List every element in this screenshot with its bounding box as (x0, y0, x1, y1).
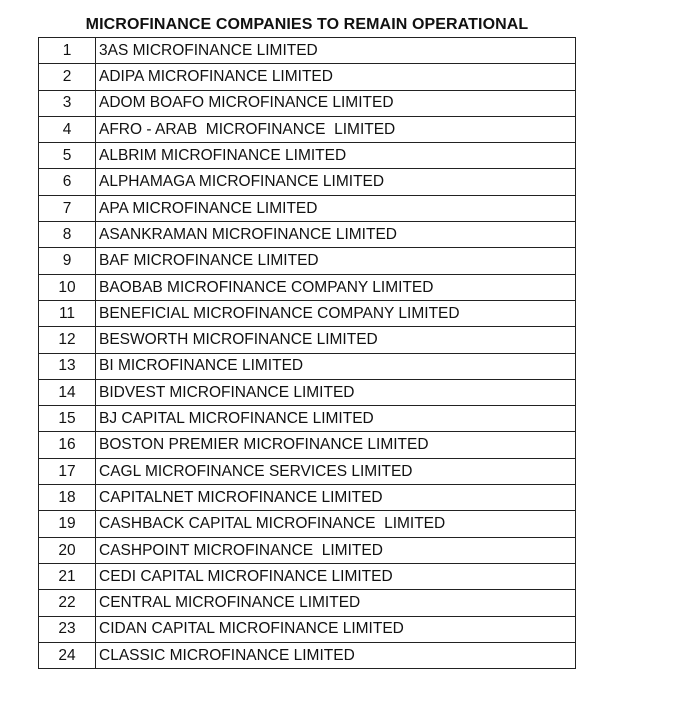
table-row (39, 195, 576, 221)
table-row (39, 590, 576, 616)
table-row (39, 90, 576, 116)
row-number: 4 (39, 116, 96, 142)
page-title: MICROFINANCE COMPANIES TO REMAIN OPERATIONAL (85, 16, 529, 33)
row-number: 2 (39, 64, 96, 90)
table-row (39, 432, 576, 458)
row-number: 12 (39, 327, 96, 353)
company-name: ALBRIM MICROFINANCE LIMITED (96, 143, 576, 169)
company-name: 3AS MICROFINANCE LIMITED (96, 38, 576, 64)
table-row (39, 511, 576, 537)
company-name: CIDAN CAPITAL MICROFINANCE LIMITED (96, 616, 576, 642)
table-row (39, 274, 576, 300)
company-name: BESWORTH MICROFINANCE LIMITED (96, 327, 576, 353)
table-row (39, 169, 576, 195)
row-number: 23 (39, 616, 96, 642)
row-number: 9 (39, 248, 96, 274)
row-number: 16 (39, 432, 96, 458)
row-number: 7 (39, 195, 96, 221)
table-row (39, 616, 576, 642)
company-name: BIDVEST MICROFINANCE LIMITED (96, 379, 576, 405)
table-row (39, 353, 576, 379)
row-number: 3 (39, 90, 96, 116)
company-name: CENTRAL MICROFINANCE LIMITED (96, 590, 576, 616)
company-name: CEDI CAPITAL MICROFINANCE LIMITED (96, 563, 576, 589)
company-name: CLASSIC MICROFINANCE LIMITED (96, 642, 576, 668)
company-name: CASHPOINT MICROFINANCE LIMITED (96, 537, 576, 563)
row-number: 17 (39, 458, 96, 484)
company-name: APA MICROFINANCE LIMITED (96, 195, 576, 221)
company-name: BAF MICROFINANCE LIMITED (96, 248, 576, 274)
row-number: 10 (39, 274, 96, 300)
company-name: CAPITALNET MICROFINANCE LIMITED (96, 485, 576, 511)
row-number: 5 (39, 143, 96, 169)
company-name: BOSTON PREMIER MICROFINANCE LIMITED (96, 432, 576, 458)
company-name: BI MICROFINANCE LIMITED (96, 353, 576, 379)
row-number: 1 (39, 38, 96, 64)
company-name: BAOBAB MICROFINANCE COMPANY LIMITED (96, 274, 576, 300)
company-name: ADIPA MICROFINANCE LIMITED (96, 64, 576, 90)
table-row (39, 563, 576, 589)
table-row (39, 642, 576, 668)
row-number: 24 (39, 642, 96, 668)
company-name: CASHBACK CAPITAL MICROFINANCE LIMITED (96, 511, 576, 537)
row-number: 18 (39, 485, 96, 511)
table-row (39, 458, 576, 484)
table-row (39, 248, 576, 274)
row-number: 21 (39, 563, 96, 589)
table-row (39, 327, 576, 353)
table-row (39, 300, 576, 326)
company-name: BENEFICIAL MICROFINANCE COMPANY LIMITED (96, 300, 576, 326)
table-row (39, 116, 576, 142)
table-row (39, 143, 576, 169)
table-row (39, 379, 576, 405)
row-number: 19 (39, 511, 96, 537)
row-number: 20 (39, 537, 96, 563)
company-name: BJ CAPITAL MICROFINANCE LIMITED (96, 406, 576, 432)
row-number: 15 (39, 406, 96, 432)
table-row (39, 64, 576, 90)
company-name: ADOM BOAFO MICROFINANCE LIMITED (96, 90, 576, 116)
company-name: ASANKRAMAN MICROFINANCE LIMITED (96, 222, 576, 248)
row-number: 13 (39, 353, 96, 379)
table-row (39, 537, 576, 563)
row-number: 11 (39, 300, 96, 326)
company-name: ALPHAMAGA MICROFINANCE LIMITED (96, 169, 576, 195)
table-body (39, 38, 576, 669)
company-name: AFRO - ARAB MICROFINANCE LIMITED (96, 116, 576, 142)
company-name: CAGL MICROFINANCE SERVICES LIMITED (96, 458, 576, 484)
row-number: 6 (39, 169, 96, 195)
table-row (39, 485, 576, 511)
row-number: 8 (39, 222, 96, 248)
companies-table (38, 37, 576, 669)
table-row (39, 222, 576, 248)
table-row (39, 406, 576, 432)
row-number: 22 (39, 590, 96, 616)
row-number: 14 (39, 379, 96, 405)
table-row (39, 38, 576, 64)
